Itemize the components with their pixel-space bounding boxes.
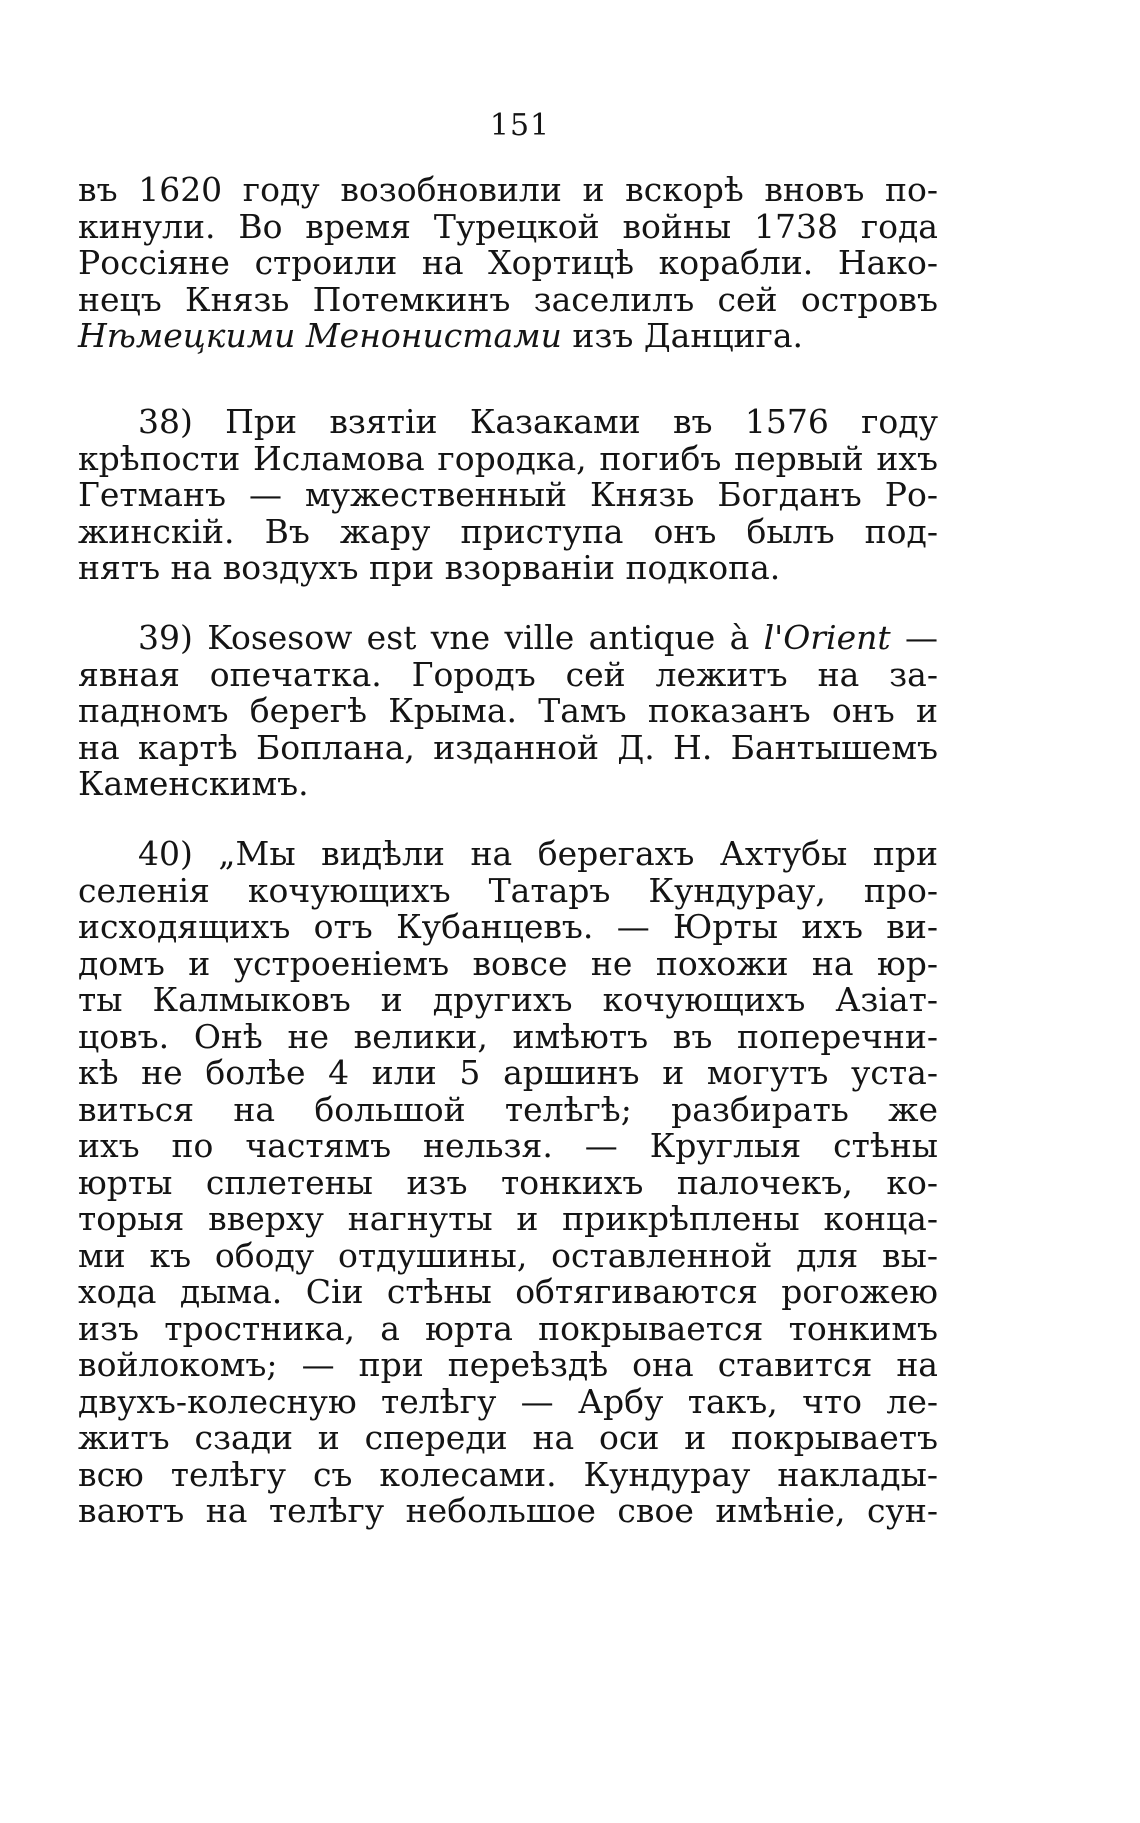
text-line: ихъ по частямъ нельзя. — Круглыя стѣны [78, 1126, 938, 1165]
text-line: жинскій. Въ жару приступа онъ былъ под- [78, 511, 938, 551]
text-line: селенія кочующихъ Татаръ Кундурау, про- [78, 870, 938, 910]
text-line: 38) При взятіи Казаками въ 1576 году [138, 402, 938, 441]
text-line: домъ и устроеніемъ вовсе не похожи на юр- [78, 943, 938, 983]
text-line: житъ сзади и спереди на оси и покрываетъ [78, 1418, 938, 1457]
text-line: на картѣ Боплана, изданной Д. Н. Бантышемъ [78, 727, 938, 767]
text-line: ми къ ободу отдушины, оставленной для вы- [78, 1235, 938, 1275]
text-line: кинули. Во время Турецкой войны 1738 года [78, 206, 938, 246]
text-line: ваютъ на телѣгу небольшое свое имѣніе, сун- [78, 1491, 938, 1530]
text-line: Россіяне строили на Хортицѣ корабли. Нако- [78, 243, 938, 282]
text-line: падномъ берегѣ Крыма. Тамъ показанъ онъ и [78, 691, 938, 730]
text-line: ты Калмыковъ и другихъ кочующихъ Азіат- [78, 980, 938, 1019]
text-line: исходящихъ отъ Кубанцевъ. — Юрты ихъ ви- [78, 907, 938, 946]
text-line: нецъ Князь Потемкинъ заселилъ сей островъ [78, 279, 938, 319]
line-rest: — [890, 618, 938, 657]
text-line: всю телѣгу съ колесами. Кундурау наклады- [78, 1454, 938, 1494]
paragraph-1 [78, 172, 938, 355]
text-line: юрты сплетены изъ тонкихъ палочекъ, ко- [78, 1162, 938, 1202]
text-line: въ 1620 году возобновили и вскорѣ вновъ по- [78, 170, 938, 209]
text-line: цовъ. Онѣ не велики, имѣютъ въ поперечни- [78, 1016, 938, 1056]
italic-phrase: Нѣмецкими Менонистами [78, 316, 562, 355]
text-line: явная опечатка. Городъ сей лежитъ на за- [78, 654, 938, 694]
note-40 [78, 836, 938, 1530]
french-quote: 39) Kosesow est vne ville antique à [138, 618, 764, 657]
text-line: торыя вверху нагнуты и прикрѣплены конца- [78, 1199, 938, 1238]
text-line: нятъ на воздухъ при взорваніи подкопа. [78, 548, 781, 587]
text-line: изъ тростника, а юрта покрывается тонкимъ [78, 1308, 938, 1348]
text-line: двухъ-колесную телѣгу — Арбу такъ, что ле- [78, 1381, 938, 1421]
text-line: войлокомъ; — при переѣздѣ она ставится на [78, 1345, 938, 1384]
text-line: кѣ не болѣе 4 или 5 аршинъ и могутъ уста- [78, 1053, 938, 1092]
page-number: 151 [489, 108, 551, 143]
text-line: Каменскимъ. [78, 764, 309, 803]
text-line [78, 620, 938, 657]
text-line: Гетманъ — мужественный Князь Богданъ Ро- [78, 475, 938, 514]
line-rest: изъ Данцига. [561, 316, 803, 355]
text-line: виться на большой телѣгѣ; разбирать же [78, 1089, 938, 1129]
text-line: крѣпости Исламова городка, погибъ первый ихъ [78, 438, 938, 478]
text-line: хода дыма. Сіи стѣны обтягиваются рогожею [78, 1272, 938, 1311]
text-line [78, 318, 938, 355]
text-line: 40) „Мы видѣли на берегахъ Ахтубы при [138, 834, 938, 873]
note-39 [78, 620, 938, 803]
italic-phrase: l'Orient [763, 618, 891, 657]
note-38 [78, 404, 938, 587]
